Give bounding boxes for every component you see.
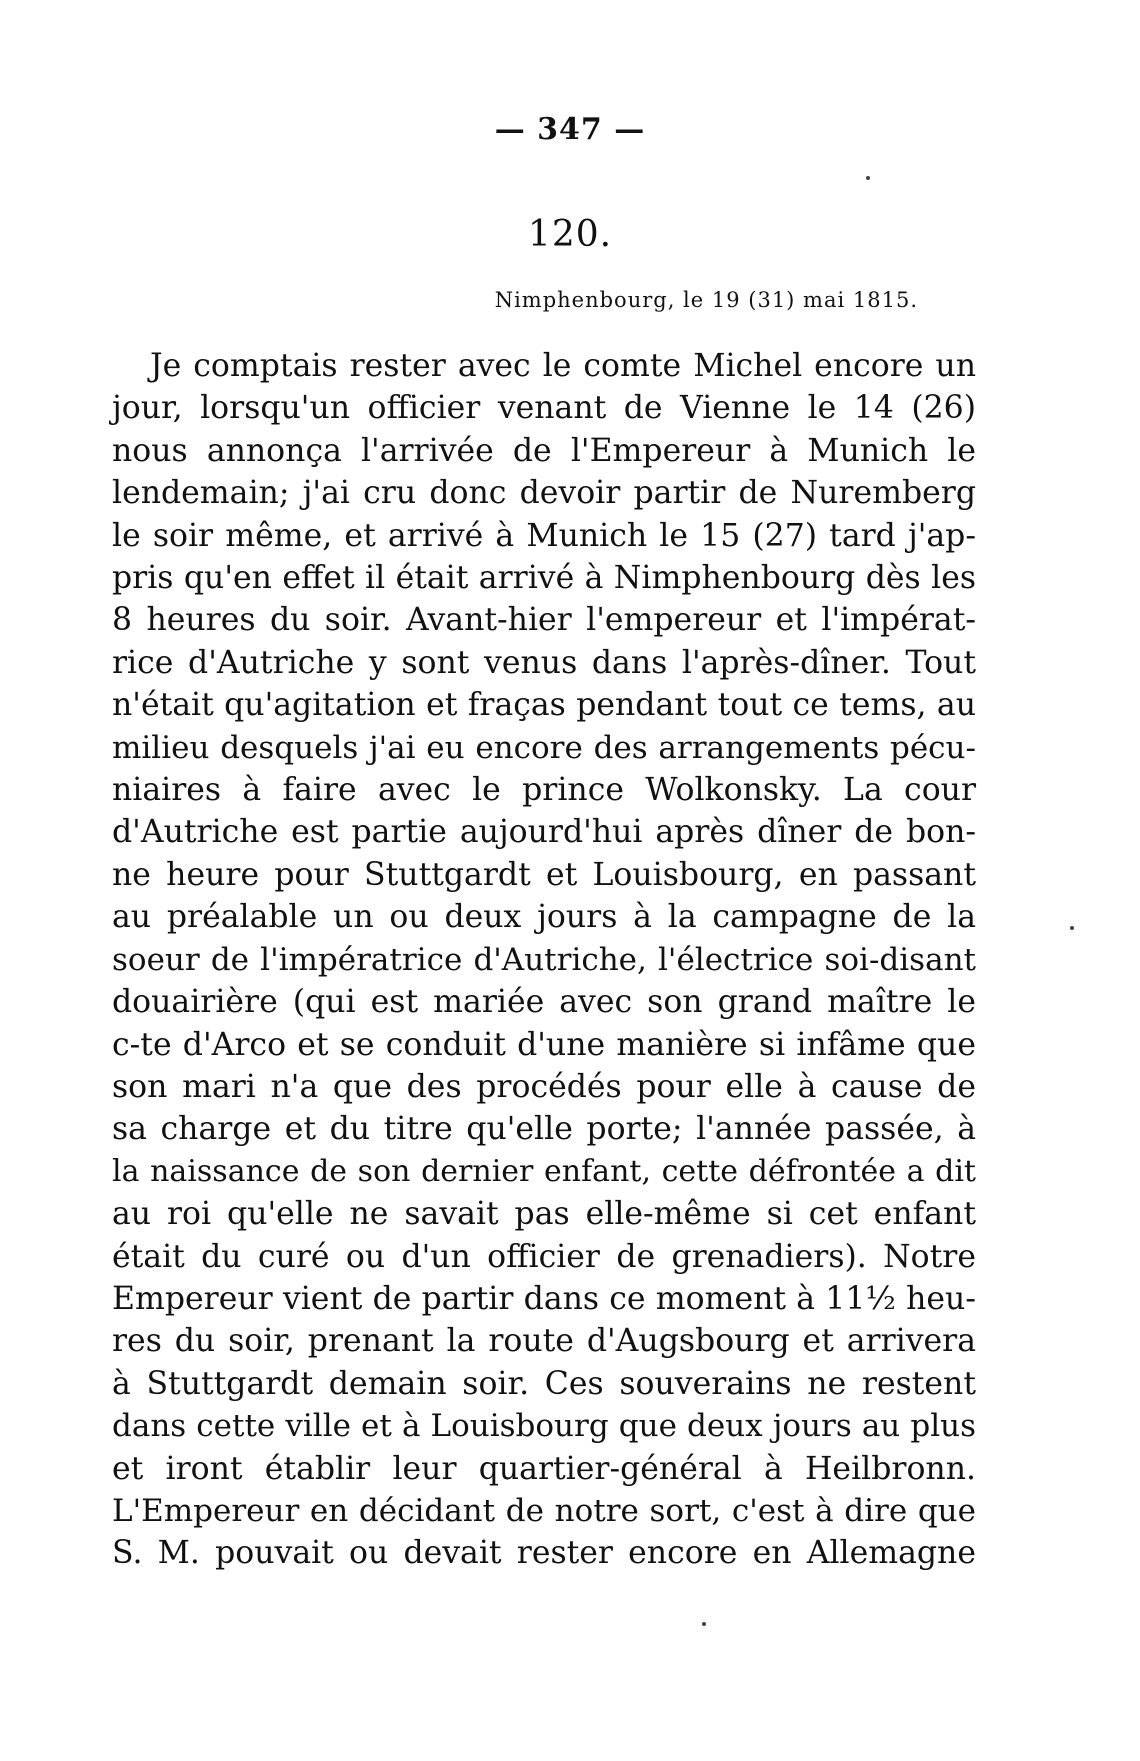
scan-speck <box>702 1622 706 1626</box>
text-line: niaires à faire avec le prince Wolkonsky. La cour <box>112 772 976 809</box>
text-line: son mari n'a que des procédés pour elle à cause de <box>112 1068 976 1105</box>
text-line: S. M. pouvait ou devait rester encore en Allemagne <box>112 1535 976 1572</box>
text-line: la naissance de son dernier enfant, cette défrontée a dit <box>112 1153 976 1189</box>
text-line: le soir même, et arrivé à Munich le 15 (27) tard j'ap- <box>112 517 976 554</box>
text-line: Empereur vient de partir dans ce moment à 11½ heu- <box>112 1280 976 1317</box>
text-line: ne heure pour Stuttgardt et Louisbourg, en passant <box>112 856 976 893</box>
text-line: 8 heures du soir. Avant-hier l'empereur et l'impérat- <box>112 602 976 639</box>
text-line: douairière (qui est mariée avec son grand maître le <box>112 984 976 1021</box>
text-line: lendemain; j'ai cru donc devoir partir de Nuremberg <box>112 475 976 512</box>
scan-speck <box>866 176 870 180</box>
text-line: pris qu'en effet il était arrivé à Nimphenbourg dès les <box>112 560 976 597</box>
text-line: res du soir, prenant la route d'Augsbourg et arrivera <box>112 1323 976 1360</box>
text-line: L'Empereur en décidant de notre sort, c'est à dire que <box>112 1492 976 1529</box>
scan-speck <box>1070 926 1074 930</box>
text-line: nous annonça l'arrivée de l'Empereur à Munich le <box>112 432 976 469</box>
text-line: c-te d'Arco et se conduit d'une manière si infâme que <box>112 1026 976 1063</box>
letter-number: 120. <box>527 214 613 255</box>
text-line: à Stuttgardt demain soir. Ces souverains ne restent <box>112 1365 976 1402</box>
text-line: Je comptais rester avec le comte Michel encore un <box>150 348 976 384</box>
text-line: jour, lorsqu'un officier venant de Vienne le 14 (26) <box>112 390 976 427</box>
text-line: milieu desquels j'ai eu encore des arrangements pécu- <box>112 729 976 766</box>
text-line: était du curé ou d'un officier de grenadiers). Notre <box>112 1238 976 1275</box>
text-line: soeur de l'impératrice d'Autriche, l'électrice soi-disant <box>112 941 976 978</box>
text-line: n'était qu'agitation et fraças pendant tout ce tems, au <box>112 687 976 724</box>
text-line: sa charge et du titre qu'elle porte; l'année passée, à <box>112 1111 976 1148</box>
text-line: au préalable un ou deux jours à la campagne de la <box>112 899 976 936</box>
text-line: au roi qu'elle ne savait pas elle-même si cet enfant <box>112 1196 976 1233</box>
text-line: d'Autriche est partie aujourd'hui après dîner de bon- <box>112 814 976 851</box>
letter-body <box>112 345 976 1575</box>
text-line: dans cette ville et à Louisbourg que deux jours au plus <box>112 1408 976 1445</box>
page-number: — 347 — <box>494 112 646 147</box>
text-line: rice d'Autriche y sont venus dans l'après-dîner. Tout <box>112 644 976 681</box>
text-line: et iront établir leur quartier-général à Heilbronn. <box>112 1450 976 1487</box>
dateline: Nimphenbourg, le 19 (31) mai 1815. <box>494 288 918 312</box>
